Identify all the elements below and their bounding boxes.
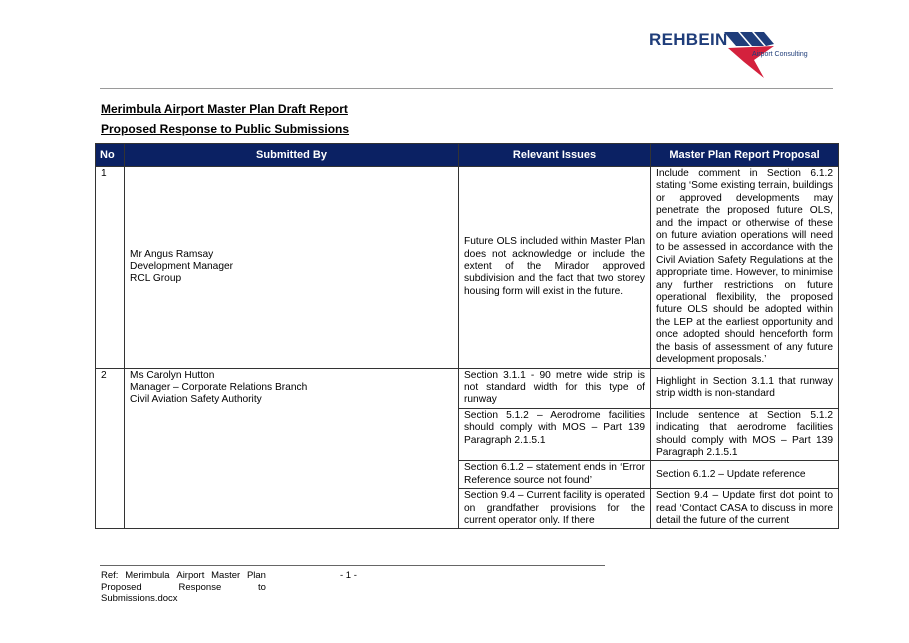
footer-word: Proposed [101, 581, 142, 593]
submitter-name: Mr Angus Ramsay [130, 248, 214, 260]
header-submitted-by: Submitted By [125, 144, 459, 167]
submitter-org: Civil Aviation Safety Authority [130, 394, 262, 406]
issue-cell: Section 6.1.2 – statement ends in ‘Error Reference source not found’ [459, 461, 651, 489]
footer-ref-line-1 [101, 570, 266, 582]
footer-word: Merimbula [125, 570, 170, 581]
footer-ref-line-2 [101, 582, 266, 594]
submitter-name: Ms Carolyn Hutton [130, 369, 215, 381]
rehbein-logo [646, 26, 836, 82]
proposal-cell: Section 6.1.2 – Update reference [651, 461, 839, 489]
logo-tagline: Airport Consulting [752, 51, 808, 58]
proposal-cell: Include sentence at Section 5.1.2 indicating that aerodrome facilities should comply with MOS – Part 139 Paragraph 2.1.5.1 [651, 408, 839, 461]
row-number: 1 [96, 167, 125, 369]
submitter-org: RCL Group [130, 273, 182, 285]
row-number: 2 [96, 368, 125, 529]
table-row [96, 368, 839, 408]
issue-cell: Section 3.1.1 - 90 metre wide strip is not standard width for this type of runway [459, 368, 651, 408]
footer-word: Airport [176, 570, 205, 581]
footer-word: Plan [246, 570, 266, 581]
submitter-cell [125, 368, 459, 529]
submitter-role: Manager – Corporate Relations Branch [130, 381, 308, 393]
report-subtitle: Proposed Response to Public Submissions [101, 122, 350, 136]
proposal-cell: Section 9.4 – Update first dot point to read ‘Contact CASA to discuss in more detail the future of the current [651, 489, 839, 529]
footer-word: Ref: [101, 570, 119, 581]
footer-word: to [258, 581, 266, 593]
issue-cell: Section 5.1.2 – Aerodrome facilities should comply with MOS – Part 139 Paragraph 2.1.5.1 [459, 408, 651, 461]
footer-word: Master [211, 570, 241, 581]
report-title: Merimbula Airport Master Plan Draft Report [101, 102, 348, 116]
issue-cell: Section 9.4 – Current facility is operated on grandfather provisions for the current operator only. If there [459, 489, 651, 529]
proposal-cell: Include comment in Section 6.1.2 stating ‘Some existing terrain, buildings or approved developments may penetrate the proposed future OLS, and the impact or otherwise of these on future aviation operations will need to be assessed in accordance with the Civil Aviation Safety Regulations at the appropriate time. However, to minimise any further restrictions on future operational flexibility, the proposed future OLS should be adopted within the LEP at the earliest opportunity and once adopted should henceforth form the basis of assessment of any future development proposals.’ [651, 167, 839, 369]
header-no: No [96, 144, 125, 167]
header-divider [100, 88, 833, 89]
footer-ref-line-3: Submissions.docx [101, 593, 178, 604]
issue-cell: Future OLS included within Master Plan does not acknowledge or include the extent of the Mirador approved subdivision and the fact that two storey housing form will exist in the future. [459, 167, 651, 369]
page-number: - 1 - [340, 570, 357, 581]
submissions-table [95, 143, 839, 529]
logo-name: REHBEIN [649, 30, 728, 49]
submitter-cell [125, 167, 459, 369]
header-relevant-issues: Relevant Issues [459, 144, 651, 167]
proposal-cell: Highlight in Section 3.1.1 that runway strip width is non-standard [651, 368, 839, 408]
header-proposal: Master Plan Report Proposal [651, 144, 839, 167]
footer-reference [101, 570, 266, 605]
table-header-row [96, 144, 839, 167]
footer-word: Response [178, 581, 222, 593]
table-row [96, 167, 839, 369]
footer-divider [100, 565, 605, 566]
submitter-role: Development Manager [130, 261, 234, 273]
